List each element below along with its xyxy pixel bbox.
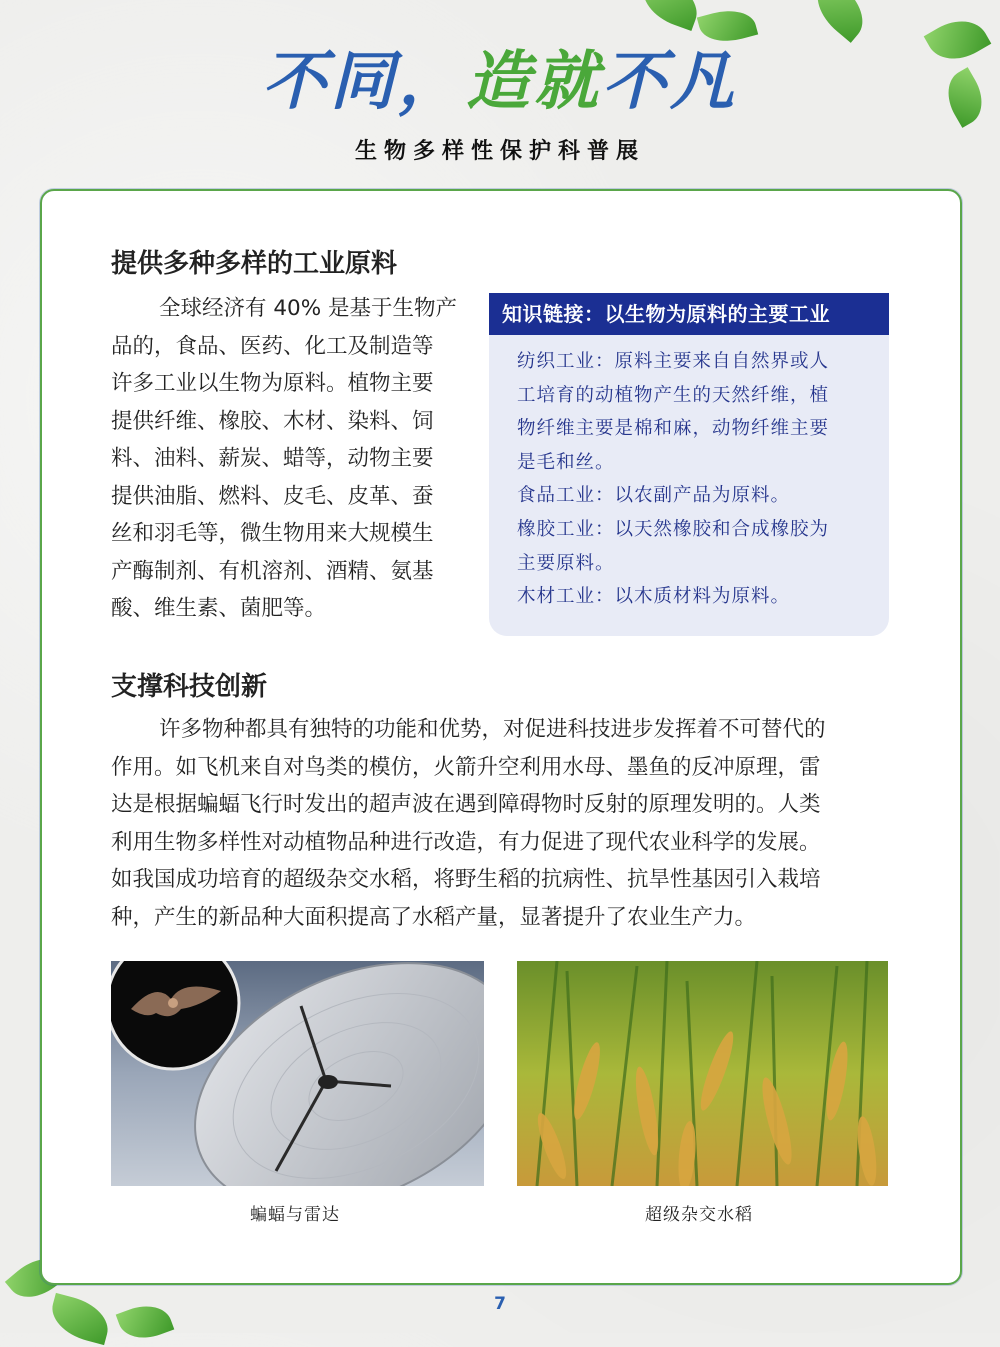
knowledge-line: 是毛和丝。: [517, 451, 615, 473]
paragraph-line: 达是根据蝙蝠飞行时发出的超声波在遇到障碍物时反射的原理发明的。人类: [111, 792, 821, 817]
rice-photo: [517, 961, 888, 1186]
knowledge-line: 橡胶工业：以天然橡胶和合成橡胶为: [517, 518, 830, 540]
leaf-decoration: [635, 0, 705, 31]
rice-illustration: [517, 961, 888, 1186]
paragraph-line: 产酶制剂、有机溶剂、酒精、氨基: [111, 558, 434, 584]
paragraph-line: 料、油料、薪炭、蜡等，动物主要: [111, 446, 434, 471]
paragraph-line: 种，产生的新品种大面积提高了水稻产量，显著提升了农业生产力。: [111, 904, 757, 930]
paragraph-line: 提供纤维、橡胶、木材、染料、饲: [111, 408, 434, 434]
rice-caption: 超级杂交水稻: [645, 1205, 753, 1225]
page-subtitle: 生物多样性保护科普展: [354, 139, 645, 164]
knowledge-line: 食品工业：以农副产品为原料。: [517, 485, 791, 507]
leaf-decoration: [805, 0, 875, 43]
paragraph-line: 丝和羽毛等，微生物用来大规模生: [111, 521, 434, 546]
paragraph-line: 如我国成功培育的超级杂交水稻，将野生稻的抗病性、抗旱性基因引入栽培: [111, 867, 821, 892]
section1-heading: 提供多种多样的工业原料: [111, 249, 398, 279]
knowledge-link-body: [489, 335, 889, 614]
title-part-3: 不凡: [602, 45, 738, 119]
knowledge-line: 纺织工业：原料主要来自自然界或人: [517, 351, 830, 372]
bat-radar-caption: 蝙蝠与雷达: [250, 1205, 340, 1225]
paragraph-line: 品的，食品、医药、化工及制造等: [111, 333, 434, 359]
paragraph-line: 作用。如飞机来自对鸟类的模仿，火箭升空利用水母、墨鱼的反冲原理，雷: [111, 754, 821, 780]
title-part-1: 不同，: [262, 45, 466, 119]
paragraph-line: 提供油脂、燃料、皮毛、皮革、蚕: [111, 483, 434, 509]
knowledge-line: 工培育的动植物产生的天然纤维，植: [517, 384, 830, 406]
paragraph-line: 许多物种都具有独特的功能和优势，对促进科技进步发挥着不可替代的: [159, 717, 826, 742]
knowledge-line: 主要原料。: [517, 552, 615, 574]
page-title: [0, 42, 1000, 122]
paragraph-line: 全球经济有 40% 是基于生物产: [159, 296, 457, 321]
paragraph-line: 利用生物多样性对动植物品种进行改造，有力促进了现代农业科学的发展。: [111, 829, 821, 855]
paragraph-line: 酸、维生素、菌肥等。: [111, 596, 327, 621]
section2-paragraph: [111, 711, 911, 936]
section2-heading: 支撑科技创新: [111, 672, 268, 702]
title-part-2: 造就: [466, 45, 602, 119]
bat-radar-illustration: [111, 961, 484, 1186]
paragraph-line: 许多工业以生物为原料。植物主要: [111, 371, 434, 396]
bat-radar-photo: [111, 961, 484, 1186]
knowledge-link-box: [489, 293, 889, 636]
section1-paragraph: [111, 290, 471, 628]
knowledge-link-title: 知识链接：以生物为原料的主要工业: [489, 293, 889, 335]
page-number: 7: [494, 1294, 506, 1314]
knowledge-line: 木材工业：以木质材料为原料。: [517, 586, 791, 608]
knowledge-line: 物纤维主要是棉和麻，动物纤维主要: [517, 418, 830, 440]
